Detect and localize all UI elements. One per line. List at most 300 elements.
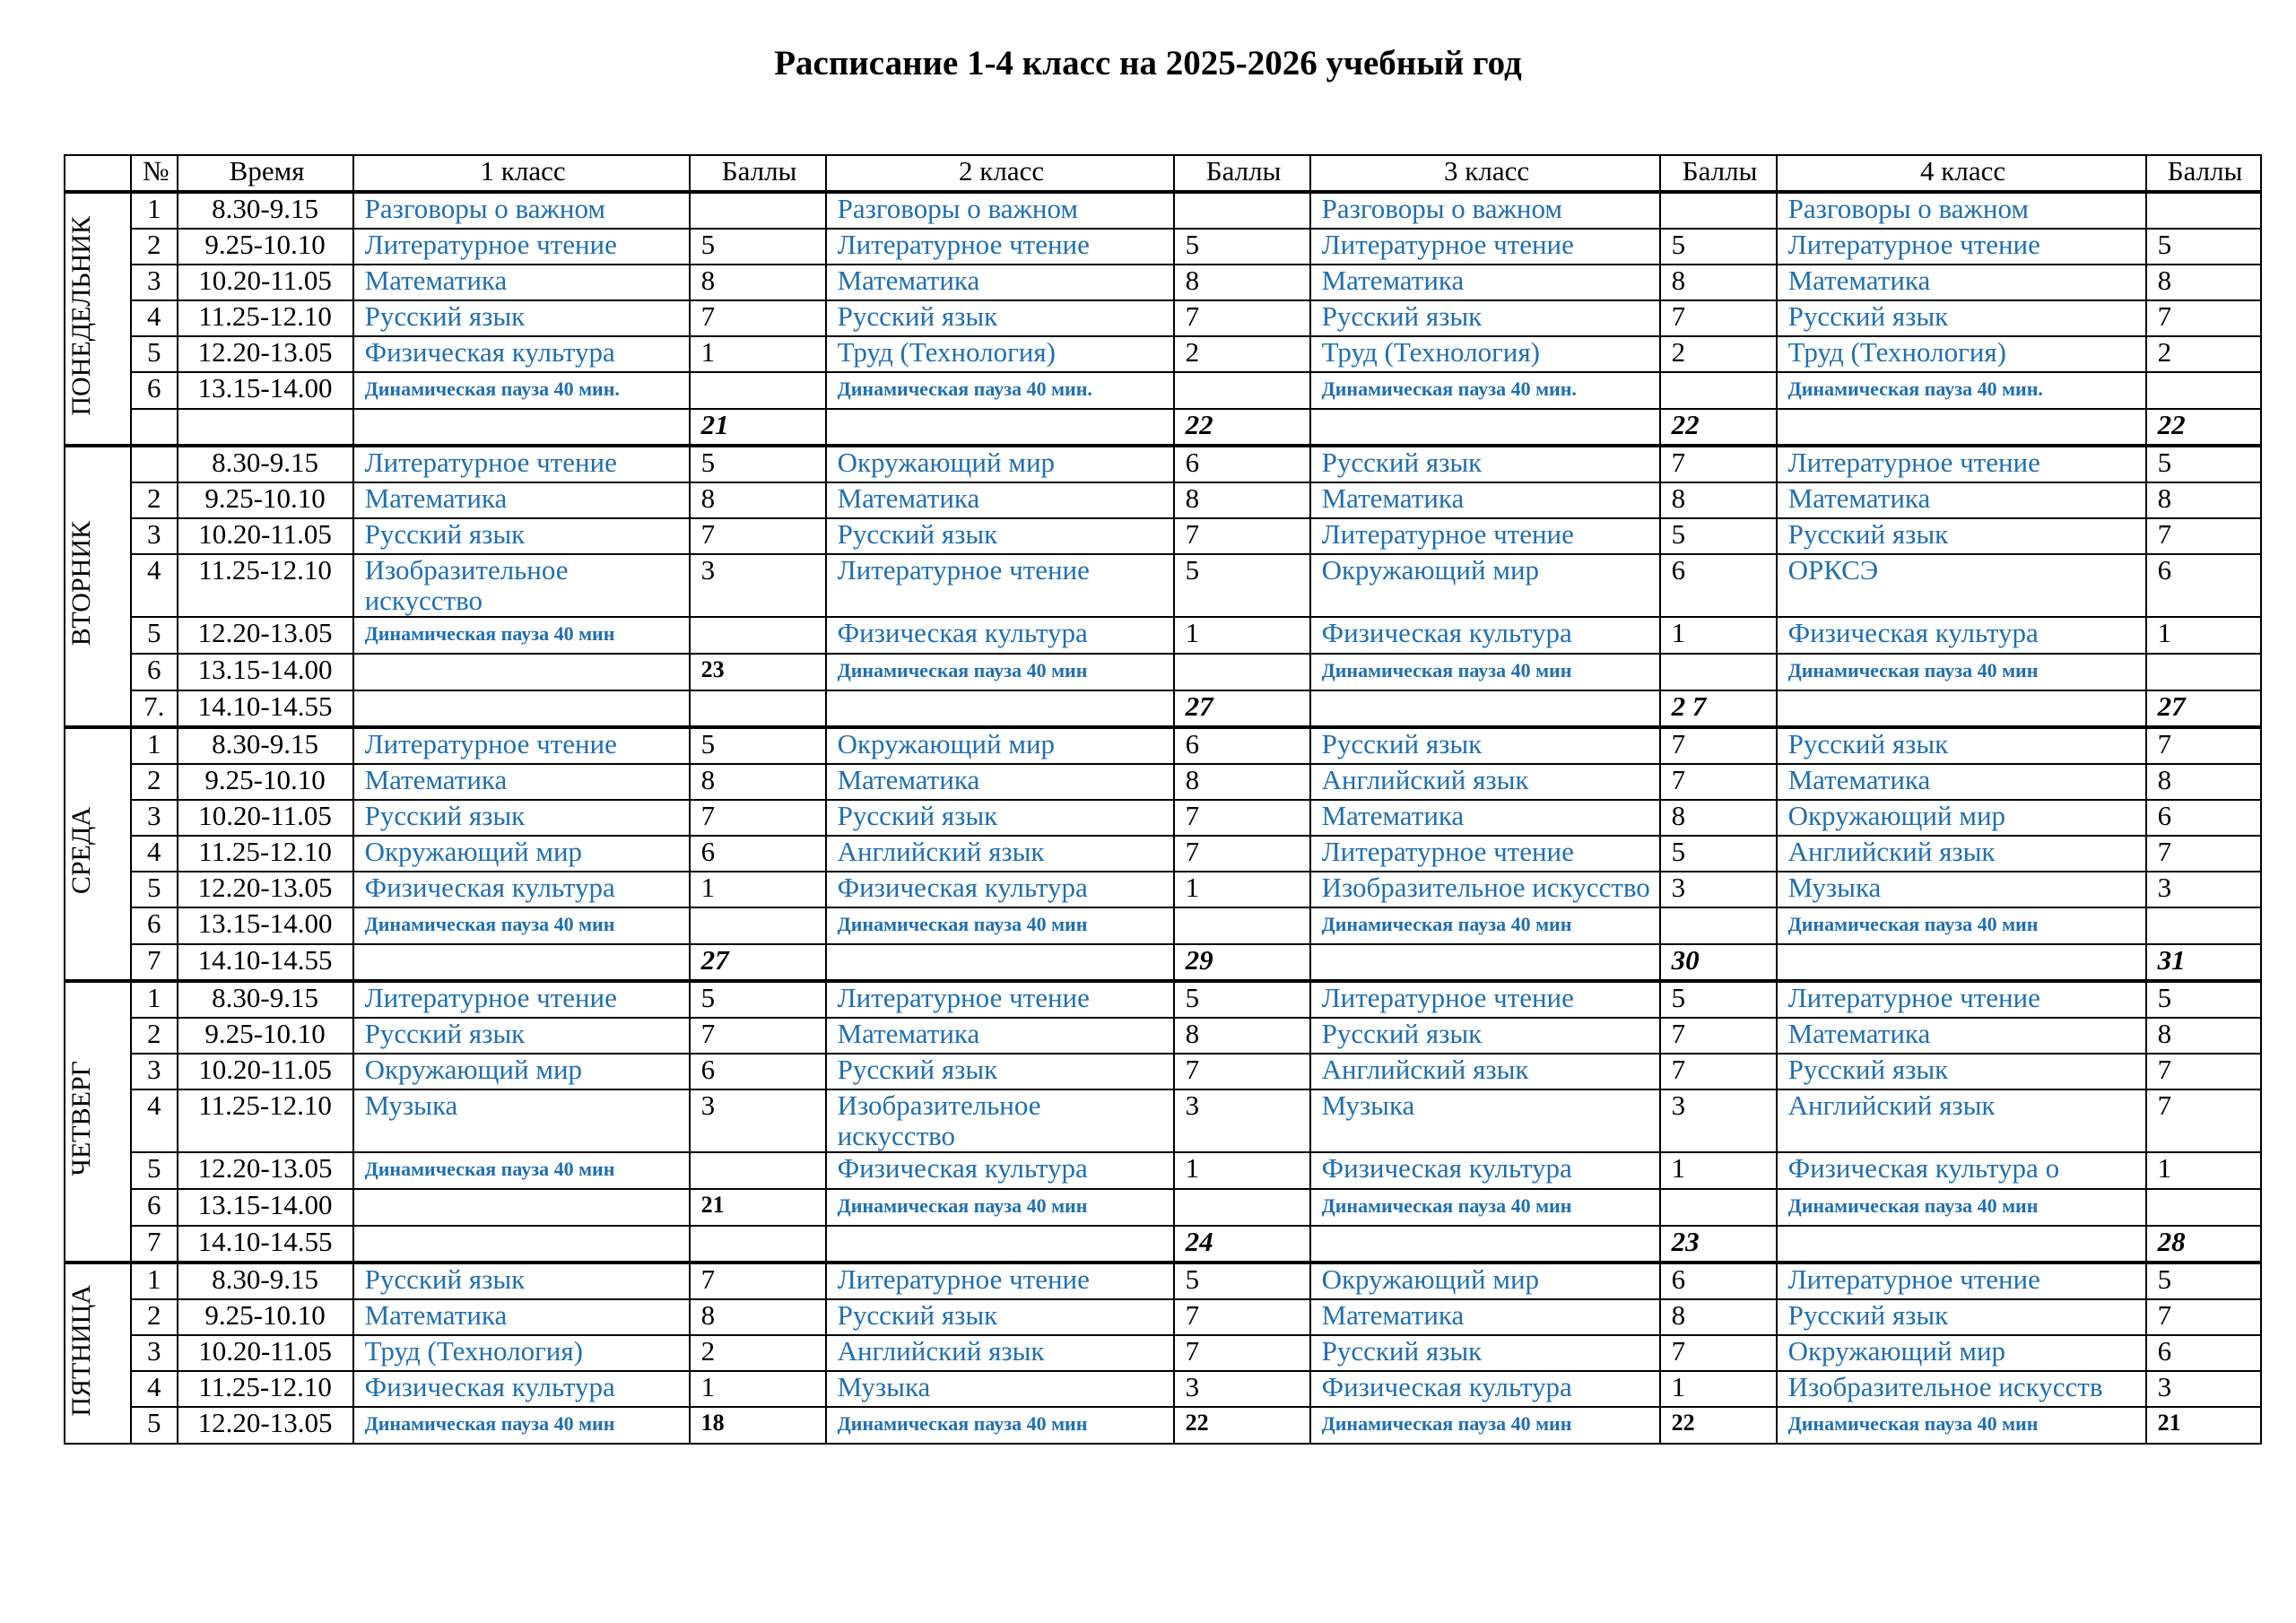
lesson-number: 6	[131, 654, 178, 690]
header-day-cell	[65, 155, 131, 192]
score-class-2: 7	[1174, 1299, 1310, 1335]
total-class-1: 27	[690, 944, 826, 981]
subject-class-2: Физическая культура	[826, 617, 1174, 654]
page-title: Расписание 1-4 класс на 2025-2026 учебный год	[774, 44, 1522, 82]
subject-class-3: Литературное чтение	[1310, 981, 1660, 1018]
table-row	[65, 482, 2261, 518]
lesson-time: 14.10-14.55	[178, 1226, 353, 1263]
subject-class-1: Русский язык	[353, 800, 690, 836]
total-class-3: 2 7	[1660, 690, 1777, 727]
subject-class-4: Русский язык	[1777, 727, 2146, 764]
subject-class-2: Английский язык	[826, 836, 1174, 872]
score-class-4	[2146, 192, 2261, 229]
score-class-3: 1	[1660, 617, 1777, 654]
lesson-time: 14.10-14.55	[178, 944, 353, 981]
subject-class-2: Физическая культура	[826, 872, 1174, 907]
score-class-4: 2	[2146, 336, 2261, 372]
score-class-1: 2	[690, 1335, 826, 1371]
pause-class-4: Динамическая пауза 40 мин	[1777, 1407, 2146, 1444]
total-class-1: 18	[690, 1407, 826, 1444]
table-row	[65, 764, 2261, 800]
lesson-time: 8.30-9.15	[178, 1263, 353, 1299]
table-row	[65, 690, 2261, 727]
score-class-1	[690, 1152, 826, 1189]
lesson-number: 5	[131, 1152, 178, 1189]
subject-class-3: Разговоры о важном	[1310, 192, 1660, 229]
score-class-4: 5	[2146, 981, 2261, 1018]
subject-class-4: Физическая культура	[1777, 617, 2146, 654]
score-class-4: 5	[2146, 1263, 2261, 1299]
subject-class-4: Окружающий мир	[1777, 1335, 2146, 1371]
subject-class-4: Разговоры о важном	[1777, 192, 2146, 229]
score-class-4: 8	[2146, 1018, 2261, 1054]
subject-class-4: Физическая культура о	[1777, 1152, 2146, 1189]
subject-class-3: Окружающий мир	[1310, 1263, 1660, 1299]
lesson-time: 10.20-11.05	[178, 1335, 353, 1371]
lesson-number: 2	[131, 764, 178, 800]
score-class-1: 1	[690, 336, 826, 372]
lesson-time: 9.25-10.10	[178, 482, 353, 518]
score-class-4: 8	[2146, 764, 2261, 800]
score-class-2: 7	[1174, 836, 1310, 872]
subject-class-1	[353, 1189, 690, 1226]
subject-class-4: Литературное чтение	[1777, 1263, 2146, 1299]
subject-class-3: Литературное чтение	[1310, 836, 1660, 872]
subject-class-1: Физическая культура	[353, 1371, 690, 1407]
lesson-time: 13.15-14.00	[178, 1189, 353, 1226]
score-class-2: 8	[1174, 764, 1310, 800]
score-class-2: 3	[1174, 1089, 1310, 1152]
total-row	[65, 409, 2261, 446]
score-class-3: 8	[1660, 800, 1777, 836]
score-class-2: 5	[1174, 229, 1310, 265]
score-class-1: 8	[690, 265, 826, 300]
lesson-number: 5	[131, 872, 178, 907]
table-row	[65, 1152, 2261, 1189]
lesson-number: 2	[131, 1299, 178, 1335]
score-class-2: 7	[1174, 300, 1310, 336]
subject-class-1	[353, 690, 690, 727]
subject-class-4: Русский язык	[1777, 300, 2146, 336]
subject-class-4: Литературное чтение	[1777, 981, 2146, 1018]
total-class-4: 21	[2146, 1407, 2261, 1444]
subject-class-1: Окружающий мир	[353, 1054, 690, 1089]
score-class-1	[690, 690, 826, 727]
table-row	[65, 654, 2261, 690]
subject-class-1: Литературное чтение	[353, 727, 690, 764]
subject-class-2: Труд (Технология)	[826, 336, 1174, 372]
score-class-3	[1660, 192, 1777, 229]
header-class-3: 3 класс	[1310, 155, 1660, 192]
pause-class-2: Динамическая пауза 40 мин	[826, 907, 1174, 944]
lesson-number: 3	[131, 1054, 178, 1089]
score-class-1: 1	[690, 1371, 826, 1407]
subject-class-2: Математика	[826, 265, 1174, 300]
score-class-1: 3	[690, 554, 826, 617]
pause-class-2: Динамическая пауза 40 мин	[826, 1407, 1174, 1444]
lesson-time: 10.20-11.05	[178, 800, 353, 836]
score-class-4: 5	[2146, 229, 2261, 265]
score-class-3: 7	[1660, 764, 1777, 800]
score-class-4: 3	[2146, 872, 2261, 907]
total-class-1: 21	[690, 409, 826, 446]
score-class-1: 6	[690, 836, 826, 872]
subject-class-2	[826, 944, 1174, 981]
total-class-2: 22	[1174, 1407, 1310, 1444]
score-class-2: 1	[1174, 617, 1310, 654]
score-class-3: 5	[1660, 229, 1777, 265]
score-class-3: 8	[1660, 1299, 1777, 1335]
subject-class-3: Математика	[1310, 265, 1660, 300]
lesson-number: 4	[131, 300, 178, 336]
lesson-time: 10.20-11.05	[178, 265, 353, 300]
subject-class-4: Математика	[1777, 482, 2146, 518]
subject-class-2: Литературное чтение	[826, 229, 1174, 265]
header-score-4: Баллы	[2146, 155, 2261, 192]
subject-class-4: Труд (Технология)	[1777, 336, 2146, 372]
score-class-3: 7	[1660, 1054, 1777, 1089]
header-score-2: Баллы	[1174, 155, 1310, 192]
table-row	[65, 727, 2261, 764]
subject-class-2: Русский язык	[826, 518, 1174, 554]
score-class-1	[690, 372, 826, 409]
score-class-3: 2	[1660, 336, 1777, 372]
subject-class-4: Литературное чтение	[1777, 229, 2146, 265]
subject-class-1: Физическая культура	[353, 872, 690, 907]
table-row	[65, 554, 2261, 617]
subject-class-3: Русский язык	[1310, 727, 1660, 764]
total-class-4: 31	[2146, 944, 2261, 981]
total-class-1: 21	[690, 1189, 826, 1226]
score-class-4	[2146, 654, 2261, 690]
score-class-2	[1174, 654, 1310, 690]
lesson-time: 11.25-12.10	[178, 1371, 353, 1407]
table-row	[65, 1018, 2261, 1054]
score-class-3: 1	[1660, 1152, 1777, 1189]
score-class-4: 1	[2146, 1152, 2261, 1189]
lesson-number	[131, 446, 178, 482]
lesson-number	[131, 409, 178, 446]
subject-class-1: Литературное чтение	[353, 229, 690, 265]
subject-class-1: Математика	[353, 265, 690, 300]
table-row	[65, 1189, 2261, 1226]
score-class-3	[1660, 654, 1777, 690]
lesson-number: 3	[131, 800, 178, 836]
lesson-time: 13.15-14.00	[178, 372, 353, 409]
lesson-time: 9.25-10.10	[178, 229, 353, 265]
subject-class-4: Русский язык	[1777, 1299, 2146, 1335]
score-class-3: 7	[1660, 446, 1777, 482]
score-class-1: 7	[690, 300, 826, 336]
pause-class-3: Динамическая пауза 40 мин	[1310, 907, 1660, 944]
header-class-2: 2 класс	[826, 155, 1174, 192]
table-row	[65, 800, 2261, 836]
table-row	[65, 617, 2261, 654]
subject-class-2: Русский язык	[826, 1054, 1174, 1089]
pause-class-4: Динамическая пауза 40 мин	[1777, 1189, 2146, 1226]
total-class-4: 28	[2146, 1226, 2261, 1263]
score-class-2: 6	[1174, 727, 1310, 764]
score-class-4: 1	[2146, 617, 2261, 654]
subject-class-3: Физическая культура	[1310, 1152, 1660, 1189]
lesson-number: 4	[131, 1089, 178, 1152]
subject-class-2: Русский язык	[826, 300, 1174, 336]
score-class-3	[1660, 907, 1777, 944]
subject-class-1: Разговоры о важном	[353, 192, 690, 229]
subject-class-4	[1777, 690, 2146, 727]
pause-class-3: Динамическая пауза 40 мин	[1310, 1407, 1660, 1444]
score-class-1: 7	[690, 800, 826, 836]
total-class-3: 23	[1660, 1226, 1777, 1263]
lesson-time: 12.20-13.05	[178, 1152, 353, 1189]
score-class-4: 7	[2146, 300, 2261, 336]
score-class-3: 7	[1660, 1335, 1777, 1371]
subject-class-1: Окружающий мир	[353, 836, 690, 872]
score-class-2: 8	[1174, 482, 1310, 518]
table-row	[65, 265, 2261, 300]
score-class-1	[690, 192, 826, 229]
lesson-number: 5	[131, 336, 178, 372]
score-class-1: 6	[690, 1054, 826, 1089]
table-row	[65, 1335, 2261, 1371]
lesson-time: 9.25-10.10	[178, 1299, 353, 1335]
subject-class-3: Математика	[1310, 800, 1660, 836]
day-tuesday: ВТОРНИК	[65, 446, 131, 727]
total-class-3: 22	[1660, 409, 1777, 446]
lesson-number: 1	[131, 1263, 178, 1299]
subject-class-3: Русский язык	[1310, 1018, 1660, 1054]
score-class-1: 7	[690, 518, 826, 554]
score-class-3: 7	[1660, 1018, 1777, 1054]
day-monday: ПОНЕДЕЛЬНИК	[65, 192, 131, 446]
score-class-2: 7	[1174, 1335, 1310, 1371]
score-class-2	[1174, 907, 1310, 944]
subject-class-4: Музыка	[1777, 872, 2146, 907]
table-row	[65, 907, 2261, 944]
lesson-number: 1	[131, 727, 178, 764]
lesson-time: 9.25-10.10	[178, 764, 353, 800]
table-row	[65, 1226, 2261, 1263]
score-class-1: 7	[690, 1018, 826, 1054]
lesson-number: 2	[131, 482, 178, 518]
lesson-time: 14.10-14.55	[178, 690, 353, 727]
subject-class-2	[826, 409, 1174, 446]
lesson-number: 6	[131, 372, 178, 409]
score-class-4: 8	[2146, 482, 2261, 518]
lesson-number: 4	[131, 836, 178, 872]
subject-class-2: Математика	[826, 764, 1174, 800]
pause-class-2: Динамическая пауза 40 мин	[826, 654, 1174, 690]
subject-class-1: Труд (Технология)	[353, 1335, 690, 1371]
lesson-time: 13.15-14.00	[178, 907, 353, 944]
lesson-time: 9.25-10.10	[178, 1018, 353, 1054]
header-row	[65, 155, 2261, 192]
score-class-3: 3	[1660, 1089, 1777, 1152]
pause-class-4: Динамическая пауза 40 мин	[1777, 907, 2146, 944]
score-class-1: 8	[690, 482, 826, 518]
score-class-2: 1	[1174, 872, 1310, 907]
lesson-time: 11.25-12.10	[178, 1089, 353, 1152]
subject-class-4: Русский язык	[1777, 518, 2146, 554]
lesson-number: 3	[131, 518, 178, 554]
subject-class-3: Физическая культура	[1310, 1371, 1660, 1407]
lesson-number: 1	[131, 981, 178, 1018]
score-class-4: 6	[2146, 800, 2261, 836]
subject-class-2: Окружающий мир	[826, 446, 1174, 482]
score-class-4: 7	[2146, 727, 2261, 764]
score-class-4: 8	[2146, 265, 2261, 300]
table-row	[65, 1089, 2261, 1152]
score-class-1	[690, 907, 826, 944]
lesson-number: 4	[131, 554, 178, 617]
day-thursday: ЧЕТВЕРГ	[65, 981, 131, 1263]
pause-class-3: Динамическая пауза 40 мин	[1310, 654, 1660, 690]
table-row	[65, 336, 2261, 372]
score-class-1: 8	[690, 1299, 826, 1335]
subject-class-3: Литературное чтение	[1310, 229, 1660, 265]
pause-class-1: Динамическая пауза 40 мин	[353, 1407, 690, 1444]
table-row	[65, 518, 2261, 554]
table-row	[65, 1371, 2261, 1407]
subject-class-1: Изобразительное искусство	[353, 554, 690, 617]
lesson-time: 11.25-12.10	[178, 554, 353, 617]
score-class-2: 7	[1174, 800, 1310, 836]
score-class-2: 7	[1174, 518, 1310, 554]
subject-class-2	[826, 1226, 1174, 1263]
lesson-number: 7	[131, 1226, 178, 1263]
score-class-2	[1174, 192, 1310, 229]
subject-class-1: Литературное чтение	[353, 981, 690, 1018]
score-class-1	[690, 617, 826, 654]
lesson-time: 11.25-12.10	[178, 300, 353, 336]
subject-class-3	[1310, 944, 1660, 981]
subject-class-3	[1310, 690, 1660, 727]
total-class-2: 24	[1174, 1226, 1310, 1263]
table-row	[65, 944, 2261, 981]
lesson-time: 11.25-12.10	[178, 836, 353, 872]
subject-class-3: Английский язык	[1310, 764, 1660, 800]
total-class-2: 29	[1174, 944, 1310, 981]
score-class-2: 8	[1174, 265, 1310, 300]
header-num: №	[131, 155, 178, 192]
table-row	[65, 229, 2261, 265]
header-score-1: Баллы	[690, 155, 826, 192]
score-class-4	[2146, 372, 2261, 409]
score-class-3: 5	[1660, 836, 1777, 872]
pause-class-1: Динамическая пауза 40 мин	[353, 1152, 690, 1189]
subject-class-4: Изобразительное искусств	[1777, 1371, 2146, 1407]
day-wednesday: СРЕДА	[65, 727, 131, 981]
lesson-number: 5	[131, 1407, 178, 1444]
lesson-time	[178, 409, 353, 446]
subject-class-4: Английский язык	[1777, 836, 2146, 872]
subject-class-4	[1777, 1226, 2146, 1263]
table-row	[65, 300, 2261, 336]
subject-class-4: Математика	[1777, 265, 2146, 300]
score-class-1: 1	[690, 872, 826, 907]
total-class-4: 27	[2146, 690, 2261, 727]
subject-class-1: Математика	[353, 764, 690, 800]
pause-class-3: Динамическая пауза 40 мин.	[1310, 372, 1660, 409]
score-class-3: 5	[1660, 518, 1777, 554]
lesson-time: 8.30-9.15	[178, 446, 353, 482]
lesson-number: 3	[131, 265, 178, 300]
table-row	[65, 872, 2261, 907]
subject-class-1	[353, 409, 690, 446]
score-class-3: 6	[1660, 554, 1777, 617]
subject-class-1: Математика	[353, 1299, 690, 1335]
header-class-4: 4 класс	[1777, 155, 2146, 192]
lesson-number: 7.	[131, 690, 178, 727]
lesson-time: 8.30-9.15	[178, 981, 353, 1018]
lesson-time: 12.20-13.05	[178, 1407, 353, 1444]
score-class-4: 7	[2146, 1054, 2261, 1089]
score-class-4	[2146, 907, 2261, 944]
lesson-time: 12.20-13.05	[178, 617, 353, 654]
score-class-3: 6	[1660, 1263, 1777, 1299]
pause-class-1: Динамическая пауза 40 мин.	[353, 372, 690, 409]
lesson-time: 8.30-9.15	[178, 192, 353, 229]
score-class-4: 5	[2146, 446, 2261, 482]
pause-class-3: Динамическая пауза 40 мин	[1310, 1189, 1660, 1226]
score-class-1: 5	[690, 981, 826, 1018]
score-class-4: 7	[2146, 1299, 2261, 1335]
score-class-1: 7	[690, 1263, 826, 1299]
score-class-3: 3	[1660, 872, 1777, 907]
score-class-2	[1174, 372, 1310, 409]
subject-class-2: Английский язык	[826, 1335, 1174, 1371]
subject-class-3: Русский язык	[1310, 300, 1660, 336]
table-row	[65, 1054, 2261, 1089]
score-class-2: 7	[1174, 1054, 1310, 1089]
lesson-number: 4	[131, 1371, 178, 1407]
subject-class-2: Русский язык	[826, 1299, 1174, 1335]
subject-class-2: Музыка	[826, 1371, 1174, 1407]
lesson-number: 2	[131, 1018, 178, 1054]
subject-class-3: Изобразительное искусство	[1310, 872, 1660, 907]
score-class-4: 7	[2146, 518, 2261, 554]
table-row	[65, 981, 2261, 1018]
subject-class-2: Литературное чтение	[826, 1263, 1174, 1299]
subject-class-3: Литературное чтение	[1310, 518, 1660, 554]
table-row	[65, 1407, 2261, 1444]
subject-class-3: Музыка	[1310, 1089, 1660, 1152]
score-class-2: 3	[1174, 1371, 1310, 1407]
subject-class-3: Математика	[1310, 482, 1660, 518]
day-friday: ПЯТНИЦА	[65, 1263, 131, 1444]
subject-class-4: ОРКСЭ	[1777, 554, 2146, 617]
score-class-3: 7	[1660, 300, 1777, 336]
subject-class-2: Математика	[826, 1018, 1174, 1054]
score-class-2: 5	[1174, 981, 1310, 1018]
score-class-3: 8	[1660, 265, 1777, 300]
score-class-2: 6	[1174, 446, 1310, 482]
score-class-3: 1	[1660, 1371, 1777, 1407]
subject-class-2: Литературное чтение	[826, 981, 1174, 1018]
total-class-3: 30	[1660, 944, 1777, 981]
lesson-number: 5	[131, 617, 178, 654]
subject-class-3: Физическая культура	[1310, 617, 1660, 654]
subject-class-1	[353, 654, 690, 690]
subject-class-4: Математика	[1777, 764, 2146, 800]
subject-class-1: Литературное чтение	[353, 446, 690, 482]
score-class-1: 8	[690, 764, 826, 800]
lesson-time: 10.20-11.05	[178, 1054, 353, 1089]
score-class-4: 7	[2146, 836, 2261, 872]
table-row	[65, 836, 2261, 872]
subject-class-1: Физическая культура	[353, 336, 690, 372]
subject-class-2: Математика	[826, 482, 1174, 518]
